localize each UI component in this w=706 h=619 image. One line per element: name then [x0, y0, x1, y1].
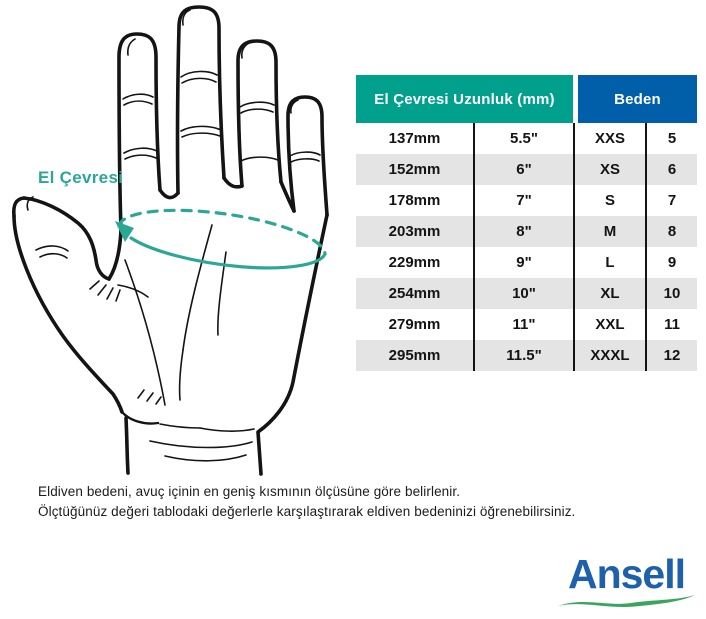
table-row: [356, 247, 697, 278]
hand-drawing: [0, 0, 360, 482]
table-header-row: [356, 75, 697, 123]
instruction-note: [38, 482, 688, 522]
cell-numeric-size: 6: [667, 161, 677, 178]
cell-numeric-size: 7: [667, 192, 677, 209]
cell-letter-size: XXS: [575, 123, 647, 154]
cell-letter-size: S: [575, 185, 647, 216]
circumference-label: El Çevresi: [38, 168, 124, 187]
note-line-2: Ölçtüğünüz değeri tablodaki değerlerle karşılaştırarak eldiven bedeninizi öğrenebilirsiniz.: [38, 504, 576, 519]
table-body: [356, 123, 697, 371]
table-row: [356, 185, 697, 216]
cell-mm: 279mm: [356, 309, 475, 340]
cell-inch: 11": [475, 309, 575, 340]
table-row: [356, 216, 697, 247]
header-measure: El Çevresi Uzunluk (mm): [356, 75, 573, 123]
table-row: [356, 123, 697, 154]
cell-letter-size: XXL: [575, 309, 647, 340]
cell-numeric-size: 5: [667, 130, 677, 147]
ansell-logo-text: Ansell: [567, 551, 686, 597]
cell-numeric-size: 9: [667, 254, 677, 271]
cell-mm: 229mm: [356, 247, 475, 278]
size-table: [356, 75, 697, 371]
cell-numeric-size: 11: [664, 316, 680, 333]
cell-inch: 11.5": [475, 340, 575, 371]
cell-numeric-size: 8: [667, 223, 677, 240]
ansell-logo: [556, 553, 697, 609]
circumference-ellipse: [119, 210, 325, 268]
cell-letter-size: XS: [575, 154, 647, 185]
cell-mm: 254mm: [356, 278, 475, 309]
cell-letter-size: L: [575, 247, 647, 278]
table-row: [356, 309, 697, 340]
cell-letter-size: XXXL: [575, 340, 647, 371]
cell-numeric-size: 10: [663, 285, 681, 302]
cell-mm: 137mm: [356, 123, 475, 154]
cell-inch: 5.5": [475, 123, 575, 154]
hand-illustration: [0, 0, 360, 482]
cell-letter-size: M: [575, 216, 647, 247]
table-row: [356, 154, 697, 185]
cell-letter-size: XL: [575, 278, 647, 309]
cell-mm: 178mm: [356, 185, 475, 216]
table-row: [356, 278, 697, 309]
cell-inch: 6": [475, 154, 575, 185]
cell-inch: 7": [475, 185, 575, 216]
header-size: Beden: [578, 75, 697, 123]
table-row: [356, 340, 697, 371]
cell-mm: 203mm: [356, 216, 475, 247]
cell-mm: 295mm: [356, 340, 475, 371]
note-line-1: Eldiven bedeni, avuç içinin en geniş kısmının ölçüsüne göre belirlenir.: [38, 484, 461, 499]
cell-inch: 8": [475, 216, 575, 247]
cell-numeric-size: 12: [663, 347, 681, 364]
cell-inch: 10": [475, 278, 575, 309]
cell-inch: 9": [475, 247, 575, 278]
cell-mm: 152mm: [356, 154, 475, 185]
